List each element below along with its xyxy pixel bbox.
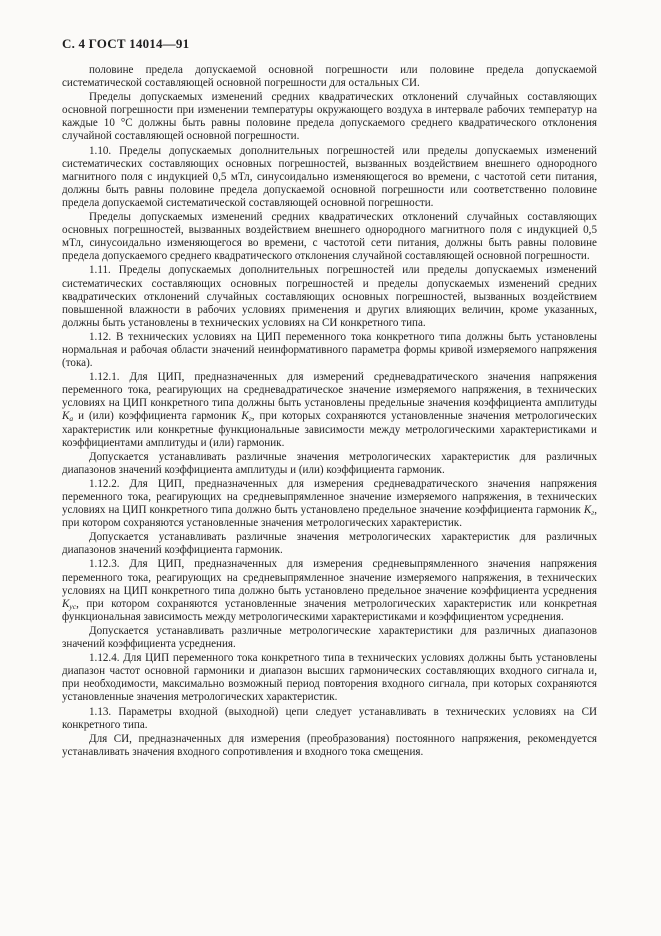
symbol-base: K <box>241 410 249 423</box>
paragraph: Пределы допускаемых изменений средних квадратических отклонений случайных составляющих основной погрешности при изменении температуры окружающего воздуха в интервале рабочих температур на каждые 10 °С должны быть равны половине предела допускаемого среднего квадратического отклонения случайной составляющей основной погрешности. <box>62 91 597 143</box>
symbol-ka <box>62 410 73 422</box>
paragraph: 1.13. Параметры входной (выходной) цепи следует устанавливать в технических условиях на СИ конкретного типа. <box>62 705 597 731</box>
symbol-sub: уc <box>69 601 77 611</box>
paragraph-1-12-3 <box>62 558 597 623</box>
text-run: 1.12.2. Для ЦИП, предназначенных для измерения средневадратического значения напряжения переменного тока, реагирующих на средневыпрямленное значение измеряемого напряжения, в технических условиях на ЦИП конкретного типа должно быть установлено предельное значение коэффициента гармоник <box>62 477 597 517</box>
symbol-sub: г <box>591 508 595 518</box>
text-run: , при которых сохраняются установленные значения метрологических характеристик или конкретные функциональные зависимости между метрологическими характеристиками и коэффициентами амплитуды и (или) гармоник. <box>62 410 597 449</box>
paragraph: Допускается устанавливать различные значения метрологических характеристик для различных диапазонов значений коэффициента амплитуды и (или) коэффициента гармоник. <box>62 450 597 476</box>
symbol-kg <box>241 410 251 422</box>
symbol-kg <box>584 504 594 516</box>
paragraph-1-12-2 <box>62 478 597 530</box>
text-run: , при котором сохраняются установленные значения метрологических характеристик. <box>62 504 598 530</box>
paragraph: Для СИ, предназначенных для измерения (преобразования) постоянного напряжения, рекомендуется устанавливать значения входного сопротивления и входного тока смещения. <box>62 732 597 758</box>
page-header: С. 4 ГОСТ 14014—91 <box>62 36 190 51</box>
symbol-sub: а <box>69 414 74 424</box>
text-run: 1.12.1. Для ЦИП, предназначенных для измерений средневадратического значения напряжения переменного тока, реагирующих на средневадратическое значение измеряемого напряжения, в технических условиях на ЦИП конкретного типа должны быть установлены предельные значения коэффициента амплитуды <box>62 371 597 410</box>
paragraph: Пределы допускаемых изменений средних квадратических отклонений случайных составляющих основных погрешностей, вызванных воздействием внешнего однородного магнитного поля с индукцией 0,5 мТл, синусоидально изменяющегося во времени, с частотой сети питания, должны быть равны половине предела допускаемого среднего квадратического отклонения случайной составляющей основной погрешности. <box>62 211 597 263</box>
text-run: , при котором сохраняются установленные значения метрологических характеристик или конкретная функциональная зависимость между метрологическими характеристиками и коэффициентом усреднения. <box>62 597 597 623</box>
paragraph: 1.11. Пределы допускаемых дополнительных погрешностей или пределы допускаемых изменений систематических составляющих основных погрешностей и пределы допускаемых изменений средних квадратических отклонений случайных составляющих основных погрешностей, вызванных воздействием повышенной влажности в рабочих условиях применения и других влияющих величин, кроме указанных, должны быть установлены в технических условиях на СИ конкретного типа. <box>62 264 597 329</box>
document-body <box>62 64 597 759</box>
symbol-kus <box>62 598 76 610</box>
paragraph: половине предела допускаемой основной погрешности или половине предела допускаемой систематической составляющей основной погрешности для остальных СИ. <box>62 64 597 90</box>
paragraph: 1.12.4. Для ЦИП переменного тока конкретного типа в технических условиях должны быть установлены диапазон частот основной гармоники и диапазон высших гармонических составляющих входного сигнала и, при необходимости, максимально возможный период повторения входного сигнала, при которых сохраняются установленные значения метрологических характеристик. <box>62 652 597 704</box>
symbol-sub: г <box>248 414 252 424</box>
paragraph: 1.12. В технических условиях на ЦИП переменного тока конкретного типа должны быть установлены нормальная и рабочая области значений неинформативного параметра формы кривой измеряемого напряжения (тока). <box>62 330 597 370</box>
symbol-base: K <box>62 597 70 610</box>
paragraph: Допускается устанавливать различные метрологические характеристики для различных диапазонов значений коэффициента усреднения. <box>62 624 597 651</box>
text-run: и (или) коэффициента гармоник <box>78 410 237 423</box>
text-run: 1.12.3. Для ЦИП, предназначенных для измерения средневыпрямленного значения напряжения переменного тока, реагирующих на средневыпрямленное значение измеряемого напряжения, в технических условиях на ЦИП конкретного типа должно быть установлено предельное значение коэффициента усреднения <box>62 558 597 597</box>
paragraph: Допускается устанавливать различные значения метрологических характеристик для различных диапазонов значений коэффициента гармоник. <box>62 531 597 557</box>
paragraph: 1.10. Пределы допускаемых дополнительных погрешностей или пределы допускаемых изменений систематических составляющих основных погрешностей, вызванных воздействием внешнего однородного магнитного поля с индукцией 0,5 мТл, синусоидально изменяющегося во времени, с частотой сети питания, должны быть равны половине предела допускаемой основной погрешности или соответственно половине предела допускаемой систематической составляющей основной погрешности. <box>62 144 597 209</box>
symbol-base: K <box>583 504 592 517</box>
symbol-base: K <box>62 410 70 423</box>
paragraph-1-12-1 <box>62 371 597 450</box>
